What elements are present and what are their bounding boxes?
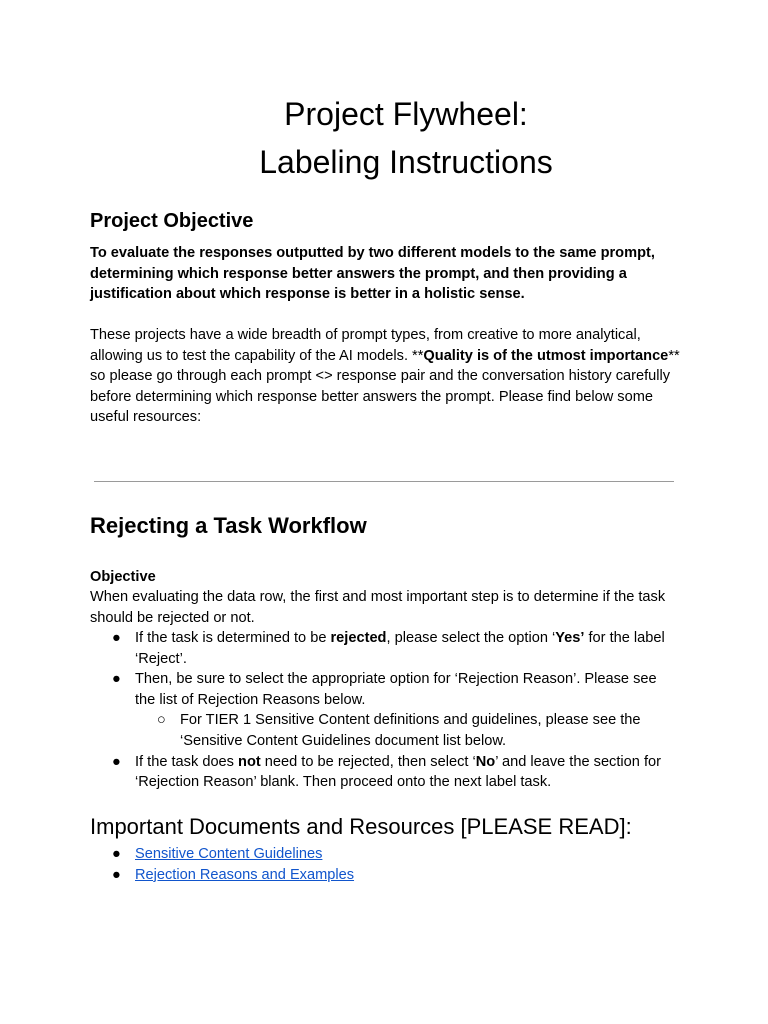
horizontal-divider — [94, 481, 674, 482]
item-text: Then, be sure to select the appropriate option for ‘Rejection Reason’. Please see the list of Rejection Reasons below. — [135, 671, 657, 708]
body-text-2: ** so please go through each prompt <> response pair and the conversation history carefully before determining which response better answers the prompt. Please find below some useful resources: — [90, 347, 680, 426]
list-item — [90, 865, 354, 886]
item-text: If the task does — [135, 753, 239, 770]
bullet-icon: ● — [112, 630, 121, 646]
item-bold: not — [238, 753, 261, 770]
list-item — [90, 844, 354, 865]
item-text: , please select the option ‘ — [386, 630, 556, 646]
document-title — [90, 90, 722, 186]
important-documents-heading: Important Documents and Resources [PLEASE READ]: — [90, 814, 632, 839]
item-text: ’ and leave the section for ‘Rejection Reason’ blank. Then proceed onto the next label task. — [135, 753, 661, 791]
item-text: for the label ‘Reject’. — [135, 630, 665, 667]
list-item — [90, 628, 680, 669]
project-objective-heading: Project Objective — [90, 210, 254, 232]
objective-body-paragraph — [90, 325, 680, 428]
item-bold: Yes’ — [555, 630, 585, 646]
item-text: For TIER 1 Sensitive Content definitions and guidelines, please see the ‘Sensitive Content Guidelines document list below. — [180, 712, 641, 749]
sensitive-content-guidelines-link[interactable]: Sensitive Content Guidelines — [135, 846, 323, 862]
title-line-1: Project Flywheel: — [284, 96, 528, 132]
bullet-icon: ● — [112, 671, 121, 688]
list-item — [90, 669, 680, 710]
bullet-icon: ● — [112, 846, 121, 862]
body-text-1: These projects have a wide breadth of prompt types, from creative to more analytical, allowing us to test the capability of the AI models. ** — [90, 327, 641, 364]
objective-bold-paragraph: To evaluate the responses outputted by two different models to the same prompt, determining which response better answers the prompt, and then providing a justification about which response is better in a holistic sense. — [90, 245, 655, 303]
list-item — [90, 752, 680, 793]
item-bold: rejected — [330, 630, 387, 646]
objective-subheading: Objective — [90, 569, 156, 585]
bullet-icon: ● — [112, 753, 121, 770]
title-line-2: Labeling Instructions — [259, 144, 553, 180]
rejection-intro-paragraph: When evaluating the data row, the first and most important step is to determine if the task should be rejected or not. — [90, 589, 666, 626]
item-text: need to be rejected, then select ‘ — [260, 753, 476, 770]
resource-links-list — [90, 844, 354, 885]
rejection-steps-list — [90, 628, 680, 793]
rejection-reasons-link[interactable]: Rejection Reasons and Examples — [135, 866, 355, 883]
sub-list-item — [90, 710, 680, 751]
hollow-bullet-icon: ○ — [157, 712, 166, 729]
rejecting-task-heading: Rejecting a Task Workflow — [90, 513, 367, 538]
bullet-icon: ● — [112, 866, 121, 883]
body-text-bold: Quality is of the utmost importance — [423, 347, 669, 364]
item-bold: No — [475, 753, 496, 770]
item-text: If the task is determined to be — [135, 630, 331, 646]
